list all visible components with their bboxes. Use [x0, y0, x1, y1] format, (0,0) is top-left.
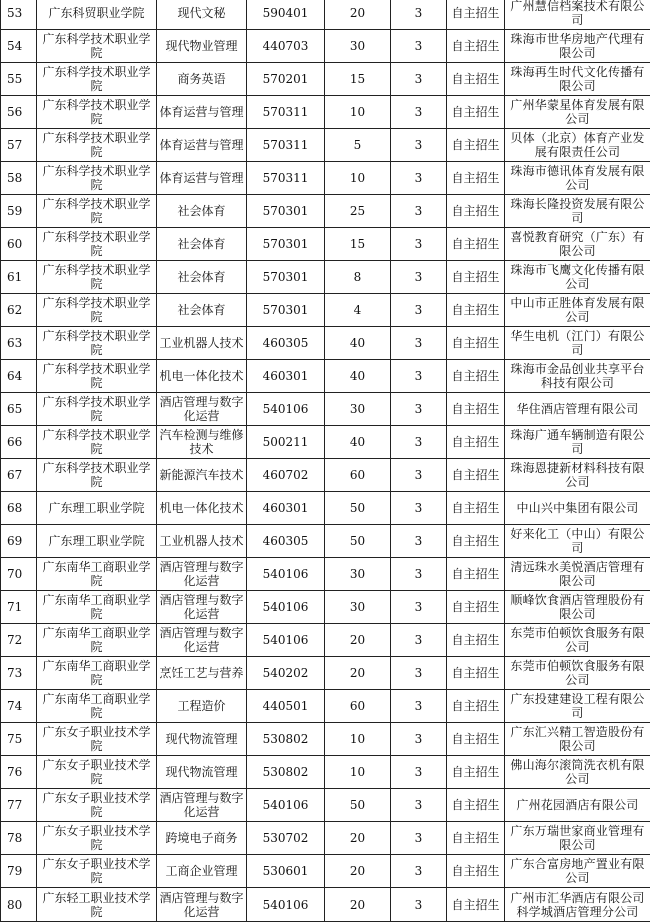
table-row	[1, 393, 650, 426]
row-number: 54	[1, 30, 37, 63]
school-name: 广东科学技术职业学院	[37, 327, 157, 360]
table-row	[1, 294, 650, 327]
table-row	[1, 228, 650, 261]
admission-mode: 自主招生	[447, 195, 505, 228]
row-number: 68	[1, 492, 37, 525]
school-name: 广东理工职业学院	[37, 525, 157, 558]
admission-mode: 自主招生	[447, 624, 505, 657]
study-years: 3	[391, 195, 447, 228]
row-number: 57	[1, 129, 37, 162]
school-name: 广东科学技术职业学院	[37, 30, 157, 63]
partner-company: 珠海再生时代文化传播有限公司	[505, 63, 650, 96]
school-name: 广东南华工商职业学院	[37, 591, 157, 624]
row-number: 63	[1, 327, 37, 360]
partner-company: 中山市正胜体育发展有限公司	[505, 294, 650, 327]
partner-company: 华住酒店管理有限公司	[505, 393, 650, 426]
school-name: 广东女子职业技术学院	[37, 789, 157, 822]
table-row	[1, 855, 650, 888]
enrollment-count: 4	[325, 294, 391, 327]
school-name: 广东南华工商职业学院	[37, 558, 157, 591]
table-row	[1, 30, 650, 63]
major-name: 酒店管理与数字化运营	[157, 624, 247, 657]
school-name: 广东南华工商职业学院	[37, 624, 157, 657]
school-name: 广东科学技术职业学院	[37, 96, 157, 129]
partner-company: 贝体（北京）体育产业发展有限责任公司	[505, 129, 650, 162]
row-number: 60	[1, 228, 37, 261]
school-name: 广东科学技术职业学院	[37, 426, 157, 459]
study-years: 3	[391, 327, 447, 360]
school-name: 广东轻工职业技术学院	[37, 888, 157, 922]
major-code: 570311	[247, 129, 325, 162]
major-name: 体育运营与管理	[157, 96, 247, 129]
enrollment-count: 20	[325, 888, 391, 922]
admission-mode: 自主招生	[447, 657, 505, 690]
study-years: 3	[391, 63, 447, 96]
admission-mode: 自主招生	[447, 591, 505, 624]
major-name: 机电一体化技术	[157, 360, 247, 393]
study-years: 3	[391, 129, 447, 162]
partner-company: 广东万瑞世家商业管理有限公司	[505, 822, 650, 855]
enrollment-count: 20	[325, 0, 391, 30]
enrollment-count: 8	[325, 261, 391, 294]
major-code: 590401	[247, 0, 325, 30]
row-number: 80	[1, 888, 37, 922]
row-number: 70	[1, 558, 37, 591]
major-code: 540106	[247, 591, 325, 624]
major-name: 商务英语	[157, 63, 247, 96]
major-code: 460301	[247, 360, 325, 393]
partner-company: 好来化工（中山）有限公司	[505, 525, 650, 558]
major-name: 现代物流管理	[157, 723, 247, 756]
major-code: 570301	[247, 228, 325, 261]
enrollment-count: 60	[325, 690, 391, 723]
major-code: 440703	[247, 30, 325, 63]
school-name: 广东科学技术职业学院	[37, 261, 157, 294]
row-number: 56	[1, 96, 37, 129]
major-name: 现代文秘	[157, 0, 247, 30]
school-name: 广东科学技术职业学院	[37, 360, 157, 393]
major-code: 440501	[247, 690, 325, 723]
row-number: 53	[1, 0, 37, 30]
row-number: 76	[1, 756, 37, 789]
enrollment-count: 30	[325, 393, 391, 426]
partner-company: 珠海市飞鹰文化传播有限公司	[505, 261, 650, 294]
row-number: 65	[1, 393, 37, 426]
partner-company: 广东投建建设工程有限公司	[505, 690, 650, 723]
enrollment-count: 15	[325, 63, 391, 96]
major-name: 体育运营与管理	[157, 162, 247, 195]
table-body	[1, 0, 650, 922]
admission-mode: 自主招生	[447, 888, 505, 922]
major-name: 体育运营与管理	[157, 129, 247, 162]
study-years: 3	[391, 822, 447, 855]
school-name: 广东女子职业技术学院	[37, 756, 157, 789]
major-name: 酒店管理与数字化运营	[157, 393, 247, 426]
study-years: 3	[391, 294, 447, 327]
school-name: 广东科学技术职业学院	[37, 459, 157, 492]
major-code: 530802	[247, 756, 325, 789]
major-name: 社会体育	[157, 261, 247, 294]
admission-mode: 自主招生	[447, 855, 505, 888]
enrollment-count: 10	[325, 162, 391, 195]
admission-mode: 自主招生	[447, 789, 505, 822]
admission-mode: 自主招生	[447, 96, 505, 129]
major-name: 酒店管理与数字化运营	[157, 888, 247, 922]
partner-company: 广州华蒙星体育发展有限公司	[505, 96, 650, 129]
admission-mode: 自主招生	[447, 756, 505, 789]
study-years: 3	[391, 360, 447, 393]
admission-mode: 自主招生	[447, 63, 505, 96]
enrollment-count: 30	[325, 30, 391, 63]
enrollment-count: 60	[325, 459, 391, 492]
row-number: 73	[1, 657, 37, 690]
partner-company: 中山兴中集团有限公司	[505, 492, 650, 525]
table-row	[1, 426, 650, 459]
study-years: 3	[391, 426, 447, 459]
partner-company: 珠海广通车辆制造有限公司	[505, 426, 650, 459]
study-years: 3	[391, 492, 447, 525]
admission-mode: 自主招生	[447, 822, 505, 855]
table-row	[1, 162, 650, 195]
row-number: 55	[1, 63, 37, 96]
enrollment-count: 40	[325, 327, 391, 360]
admission-mode: 自主招生	[447, 162, 505, 195]
row-number: 69	[1, 525, 37, 558]
major-code: 530601	[247, 855, 325, 888]
major-name: 现代物流管理	[157, 756, 247, 789]
major-code: 500211	[247, 426, 325, 459]
row-number: 75	[1, 723, 37, 756]
admission-mode: 自主招生	[447, 459, 505, 492]
major-name: 汽车检测与维修技术	[157, 426, 247, 459]
admission-mode: 自主招生	[447, 525, 505, 558]
study-years: 3	[391, 723, 447, 756]
table-row	[1, 624, 650, 657]
major-name: 工业机器人技术	[157, 327, 247, 360]
study-years: 3	[391, 657, 447, 690]
admission-mode: 自主招生	[447, 327, 505, 360]
enrollment-count: 10	[325, 96, 391, 129]
row-number: 64	[1, 360, 37, 393]
partner-company: 珠海长隆投资发展有限公司	[505, 195, 650, 228]
partner-company: 珠海恩捷新材料科技有限公司	[505, 459, 650, 492]
table-row	[1, 789, 650, 822]
partner-company: 清远珠水美悦酒店管理有限公司	[505, 558, 650, 591]
school-name: 广东女子职业技术学院	[37, 723, 157, 756]
school-name: 广东南华工商职业学院	[37, 690, 157, 723]
major-code: 540106	[247, 888, 325, 922]
row-number: 62	[1, 294, 37, 327]
study-years: 3	[391, 162, 447, 195]
row-number: 58	[1, 162, 37, 195]
row-number: 66	[1, 426, 37, 459]
major-name: 酒店管理与数字化运营	[157, 558, 247, 591]
major-name: 烹饪工艺与营养	[157, 657, 247, 690]
study-years: 3	[391, 624, 447, 657]
enrollment-count: 20	[325, 855, 391, 888]
partner-company: 广东汇兴精工智造股份有限公司	[505, 723, 650, 756]
enrollment-count: 30	[325, 591, 391, 624]
enrollment-count: 10	[325, 756, 391, 789]
table-row	[1, 558, 650, 591]
major-name: 工商企业管理	[157, 855, 247, 888]
major-name: 新能源汽车技术	[157, 459, 247, 492]
study-years: 3	[391, 690, 447, 723]
major-code: 530802	[247, 723, 325, 756]
school-name: 广东南华工商职业学院	[37, 657, 157, 690]
enrollment-count: 15	[325, 228, 391, 261]
school-name: 广东科学技术职业学院	[37, 129, 157, 162]
table-row	[1, 657, 650, 690]
study-years: 3	[391, 30, 447, 63]
study-years: 3	[391, 756, 447, 789]
admission-mode: 自主招生	[447, 360, 505, 393]
major-code: 460702	[247, 459, 325, 492]
major-code: 540106	[247, 558, 325, 591]
admission-mode: 自主招生	[447, 723, 505, 756]
enrollment-count: 30	[325, 558, 391, 591]
major-code: 570311	[247, 162, 325, 195]
row-number: 78	[1, 822, 37, 855]
table-row	[1, 822, 650, 855]
table-row	[1, 261, 650, 294]
school-name: 广东理工职业学院	[37, 492, 157, 525]
partner-company: 顺峰饮食酒店管理股份有限公司	[505, 591, 650, 624]
major-code: 540106	[247, 624, 325, 657]
school-name: 广东科学技术职业学院	[37, 393, 157, 426]
enrollment-count: 50	[325, 492, 391, 525]
study-years: 3	[391, 393, 447, 426]
study-years: 3	[391, 789, 447, 822]
table-row	[1, 195, 650, 228]
major-code: 540106	[247, 393, 325, 426]
major-name: 社会体育	[157, 228, 247, 261]
major-code: 540106	[247, 789, 325, 822]
admission-mode: 自主招生	[447, 393, 505, 426]
partner-company: 广东合富房地产置业有限公司	[505, 855, 650, 888]
major-name: 社会体育	[157, 294, 247, 327]
table-row	[1, 888, 650, 922]
partner-company: 东莞市伯顿饮食服务有限公司	[505, 624, 650, 657]
enrollment-count: 20	[325, 657, 391, 690]
enrollment-count: 50	[325, 789, 391, 822]
enrollment-count: 10	[325, 723, 391, 756]
study-years: 3	[391, 459, 447, 492]
row-number: 59	[1, 195, 37, 228]
partner-company: 喜悦教育研究（广东）有限公司	[505, 228, 650, 261]
row-number: 77	[1, 789, 37, 822]
table-row	[1, 129, 650, 162]
major-name: 酒店管理与数字化运营	[157, 789, 247, 822]
major-name: 工程造价	[157, 690, 247, 723]
table-row	[1, 690, 650, 723]
enrollment-count: 50	[325, 525, 391, 558]
major-code: 540202	[247, 657, 325, 690]
enrollment-count: 25	[325, 195, 391, 228]
major-name: 跨境电子商务	[157, 822, 247, 855]
table-row	[1, 591, 650, 624]
admission-mode: 自主招生	[447, 30, 505, 63]
major-code: 570301	[247, 195, 325, 228]
major-code: 570311	[247, 96, 325, 129]
partner-company: 珠海市德讯体育发展有限公司	[505, 162, 650, 195]
study-years: 3	[391, 0, 447, 30]
enrollment-count: 40	[325, 426, 391, 459]
admission-mode: 自主招生	[447, 261, 505, 294]
partner-company: 广州慧信档案技术有限公司	[505, 0, 650, 30]
enrollment-count: 40	[325, 360, 391, 393]
school-name: 广东科贸职业学院	[37, 0, 157, 30]
major-code: 460305	[247, 525, 325, 558]
major-name: 酒店管理与数字化运营	[157, 591, 247, 624]
row-number: 72	[1, 624, 37, 657]
major-code: 460301	[247, 492, 325, 525]
partner-company: 珠海市金品创业共享平台科技有限公司	[505, 360, 650, 393]
row-number: 74	[1, 690, 37, 723]
major-code: 570201	[247, 63, 325, 96]
school-name: 广东女子职业技术学院	[37, 855, 157, 888]
admission-mode: 自主招生	[447, 0, 505, 30]
partner-company: 广州市汇华酒店有限公司科学城酒店管理分公司	[505, 888, 650, 922]
table-row	[1, 63, 650, 96]
row-number: 79	[1, 855, 37, 888]
school-name: 广东科学技术职业学院	[37, 195, 157, 228]
admission-mode: 自主招生	[447, 690, 505, 723]
enrollment-count: 20	[325, 624, 391, 657]
school-name: 广东科学技术职业学院	[37, 63, 157, 96]
study-years: 3	[391, 261, 447, 294]
row-number: 61	[1, 261, 37, 294]
major-name: 工业机器人技术	[157, 525, 247, 558]
admission-mode: 自主招生	[447, 426, 505, 459]
admission-mode: 自主招生	[447, 129, 505, 162]
study-years: 3	[391, 855, 447, 888]
major-name: 现代物业管理	[157, 30, 247, 63]
table-row	[1, 723, 650, 756]
major-code: 570301	[247, 261, 325, 294]
partner-company: 佛山海尔滚筒洗衣机有限公司	[505, 756, 650, 789]
major-code: 530702	[247, 822, 325, 855]
table-row	[1, 492, 650, 525]
partner-company: 珠海市世华房地产代理有限公司	[505, 30, 650, 63]
study-years: 3	[391, 888, 447, 922]
table-row	[1, 96, 650, 129]
table-row	[1, 0, 650, 30]
row-number: 67	[1, 459, 37, 492]
table-row	[1, 756, 650, 789]
school-name: 广东科学技术职业学院	[37, 162, 157, 195]
admission-mode: 自主招生	[447, 228, 505, 261]
major-code: 570301	[247, 294, 325, 327]
table-row	[1, 360, 650, 393]
partner-company: 华生电机（江门）有限公司	[505, 327, 650, 360]
major-name: 机电一体化技术	[157, 492, 247, 525]
admission-mode: 自主招生	[447, 492, 505, 525]
study-years: 3	[391, 558, 447, 591]
study-years: 3	[391, 228, 447, 261]
enrollment-count: 5	[325, 129, 391, 162]
major-code: 460305	[247, 327, 325, 360]
major-name: 社会体育	[157, 195, 247, 228]
table-row	[1, 525, 650, 558]
school-name: 广东科学技术职业学院	[37, 228, 157, 261]
table-row	[1, 459, 650, 492]
row-number: 71	[1, 591, 37, 624]
study-years: 3	[391, 591, 447, 624]
admission-mode: 自主招生	[447, 558, 505, 591]
school-name: 广东科学技术职业学院	[37, 294, 157, 327]
study-years: 3	[391, 96, 447, 129]
enrollment-count: 20	[325, 822, 391, 855]
study-years: 3	[391, 525, 447, 558]
school-name: 广东女子职业技术学院	[37, 822, 157, 855]
partner-company: 广州花园酒店有限公司	[505, 789, 650, 822]
table-row	[1, 327, 650, 360]
partner-company: 东莞市伯顿饮食服务有限公司	[505, 657, 650, 690]
admission-mode: 自主招生	[447, 294, 505, 327]
